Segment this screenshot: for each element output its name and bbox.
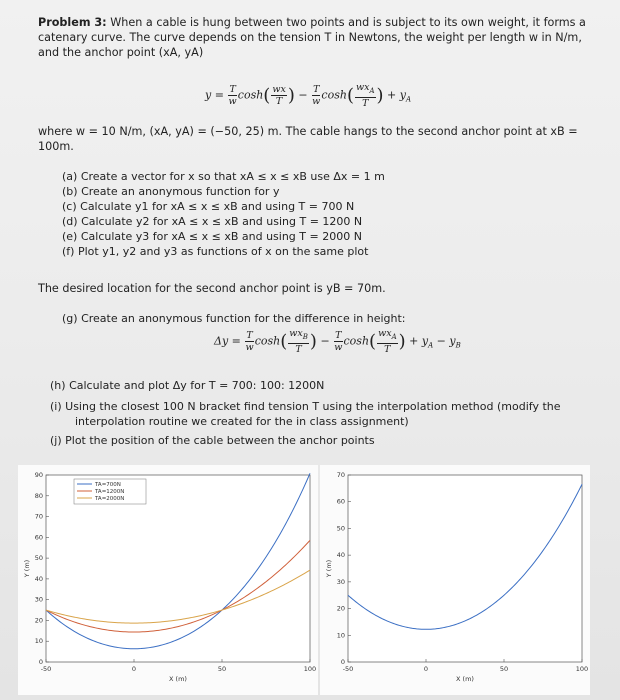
chart-2-x-axis-label: X (m) (456, 675, 474, 683)
chart-1-y-tick-label: 10 (34, 637, 43, 646)
chart-2-y-tick-label: 30 (336, 577, 345, 586)
chart-1-x-tick-label: -50 (40, 665, 52, 673)
chart-2-x-tick-label: -50 (342, 665, 354, 673)
chart-2-plot-area (348, 475, 582, 662)
chart-2-y-axis-label: Y (m) (325, 559, 333, 578)
chart-1 (18, 465, 318, 695)
main-equation: y = $\frac{T}{w}$ cosh( $\frac{wx}{T}$ ) − $\frac{T}{w}$ cosh( $\frac{wx_A}{T}$ ) + $y_A$ (205, 82, 412, 109)
task-item: (a) Create a vector for x so that xA ≤ x ≤ xB use Δx = 1 m (62, 170, 385, 183)
chart-1-x-tick-label: 0 (131, 665, 137, 673)
chart-1-y-tick-label: 80 (34, 491, 43, 500)
task-g: (g) Create an anonymous function for the difference in height: (62, 312, 406, 325)
chart-2-y-tick-label: 70 (336, 471, 345, 479)
given-line-2: 100m. (38, 140, 74, 153)
chart-1-y-axis-label: Y (m) (23, 559, 31, 578)
chart-2-x-tick-label: 0 (423, 665, 429, 673)
chart-1-y-tick-label: 0 (38, 658, 43, 666)
problem-intro (38, 15, 603, 60)
chart-2-x-tick-label: 100 (575, 665, 589, 673)
chart-1-x-axis-label: X (m) (169, 675, 187, 683)
chart-1-y-tick-label: 20 (34, 616, 43, 625)
chart-1-legend-label: TA=700N (95, 482, 121, 488)
chart-1-legend-label: TA=1200N (95, 489, 125, 495)
chart-1-y-tick-label: 90 (34, 471, 43, 479)
chart-1-legend-label: TA=2000N (95, 496, 125, 502)
chart-2 (320, 465, 590, 695)
chart-2-y-tick-label: 0 (340, 658, 345, 666)
given-line-1: where w = 10 N/m, (xA, yA) = (−50, 25) m. The cable hangs to the second anchor point at xB = (38, 125, 578, 138)
desired-location-line: The desired location for the second anchor point is yB = 70m. (38, 282, 386, 295)
task-item: (e) Calculate y3 for xA ≤ x ≤ xB and using T = 2000 N (62, 230, 362, 243)
chart-1-x-tick-label: 50 (217, 665, 227, 673)
task-item: (i) Using the closest 100 N bracket find tension T using the interpolation method (modify the (50, 400, 561, 413)
chart-2-y-tick-label: 20 (336, 604, 345, 613)
chart-2-y-tick-label: 10 (336, 631, 345, 640)
task-item: (c) Calculate y1 for xA ≤ x ≤ xB and using T = 700 N (62, 200, 355, 213)
delta-equation: Δy = $\frac{T}{w}$ cosh( $\frac{wx_B}{T}$ ) − $\frac{T}{w}$ cosh( $\frac{wx_A}{T}$ ) + $y_A - y_B$ (214, 328, 461, 355)
problem-heading: Problem 3: (38, 16, 107, 29)
task-item: (h) Calculate and plot Δy for T = 700: 100: 1200N (50, 379, 325, 392)
chart-1-x-tick-label: 100 (303, 665, 317, 673)
chart-1-y-tick-label: 40 (34, 574, 43, 583)
task-item: (b) Create an anonymous function for y (62, 185, 280, 198)
task-item: interpolation routine we created for the in class assignment) (75, 415, 409, 428)
chart-1-y-tick-label: 70 (34, 512, 43, 521)
task-item: (d) Calculate y2 for xA ≤ x ≤ xB and using T = 1200 N (62, 215, 363, 228)
chart-1-y-tick-label: 30 (34, 595, 43, 604)
chart-1-y-tick-label: 60 (34, 533, 43, 542)
task-item: (j) Plot the position of the cable between the anchor points (50, 434, 375, 447)
chart-2-y-tick-label: 50 (336, 524, 345, 533)
chart-2-x-tick-label: 50 (499, 665, 509, 673)
chart-2-y-tick-label: 60 (336, 497, 345, 506)
task-item: (f) Plot y1, y2 and y3 as functions of x on the same plot (62, 245, 369, 258)
chart-1-y-tick-label: 50 (34, 554, 43, 563)
chart-2-y-tick-label: 40 (336, 551, 345, 560)
problem-intro-text: When a cable is hung between two points and is subject to its own weight, it forms a catenary curve. The curve depends on the tension T in Newtons, the weight per length w in N/m, and the anchor point (xA, yA) (38, 16, 586, 59)
